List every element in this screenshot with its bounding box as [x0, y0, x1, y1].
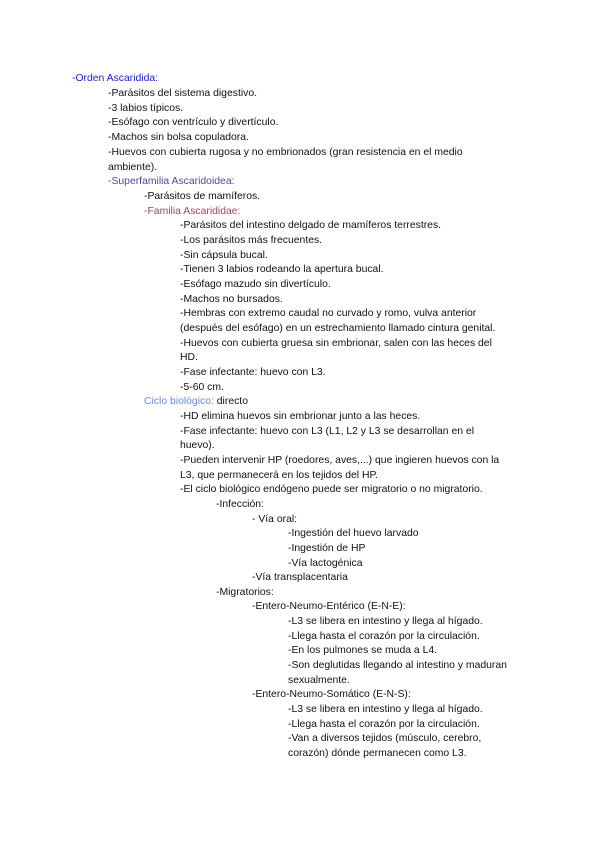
migratorios-heading: -Migratorios:: [216, 587, 274, 598]
familia-item: -Huevos con cubierta gruesa sin embrionar, salen con las heces del: [180, 338, 492, 349]
ciclo-value: directo: [216, 396, 248, 407]
ene-item: -Llega hasta el corazón por la circulación.: [288, 631, 480, 642]
familia-item: -5-60 cm.: [180, 382, 224, 393]
ciclo-heading: [144, 395, 248, 408]
orden-item: -Huevos con cubierta rugosa y no embrionados (gran resistencia en el medio: [108, 147, 463, 158]
ciclo-item-continuation: L3, que permanecerá en los tejidos del HP.: [180, 470, 378, 481]
ene-item-continuation: sexualmente.: [288, 675, 350, 686]
familia-item: -Machos no bursados.: [180, 294, 283, 305]
ens-item: -Van a diversos tejidos (músculo, cerebro,: [288, 733, 482, 744]
ciclo-label: Ciclo biológico:: [144, 396, 214, 407]
ciclo-item: -El ciclo biológico endógeno puede ser migratorio o no migratorio.: [180, 484, 483, 495]
familia-item: -Parásitos del intestino delgado de mamíferos terrestres.: [180, 220, 442, 231]
ens-heading: -Entero-Neumo-Somático (E-N-S):: [252, 689, 411, 700]
orden-item: -3 labios típicos.: [108, 103, 184, 114]
via-oral-heading: - Vía oral:: [252, 514, 298, 525]
familia-item-continuation: HD.: [180, 352, 198, 363]
ene-item: -L3 se libera en intestino y llega al hígado.: [288, 616, 483, 627]
superfamilia-item: -Parásitos de mamíferos.: [144, 191, 261, 202]
familia-heading: -Familia Ascarididae:: [144, 206, 241, 217]
familia-item: -Tienen 3 labios rodeando la apertura bucal.: [180, 264, 384, 275]
ene-item: -En los pulmones se muda a L4.: [288, 645, 438, 656]
familia-item: -Sin cápsula bucal.: [180, 250, 268, 261]
familia-item: -Hembras con extremo caudal no curvado y romo, vulva anterior: [180, 308, 477, 319]
ene-item: -Son deglutidas llegando al intestino y maduran: [288, 660, 507, 671]
orden-item-continuation: ambiente).: [108, 162, 158, 173]
ens-item: -L3 se libera en intestino y llega al hígado.: [288, 704, 483, 715]
ens-item: -Llega hasta el corazón por la circulación.: [288, 719, 480, 730]
familia-item: -Esófago mazudo sin divertículo.: [180, 279, 331, 290]
orden-item: -Machos sin bolsa copuladora.: [108, 132, 249, 143]
orden-item: -Esófago con ventrículo y divertículo.: [108, 117, 279, 128]
ciclo-item-continuation: huevo).: [180, 440, 215, 451]
via-transplacentaria: -Vía transplacentaria: [252, 572, 348, 583]
orden-item: -Parásitos del sistema digestivo.: [108, 88, 257, 99]
via-oral-item: -Vía lactogénica: [288, 558, 363, 569]
via-oral-item: -Ingestión de HP: [288, 543, 366, 554]
ciclo-item: -Fase infectante: huevo con L3 (L1, L2 y L3 se desarrollan en el: [180, 426, 475, 437]
familia-item-continuation: (después del esófago) en un estrechamiento llamado cintura genital.: [180, 323, 496, 334]
via-oral-item: -Ingestión del huevo larvado: [288, 528, 419, 539]
ene-heading: -Entero-Neumo-Entérico (E-N-E):: [252, 601, 406, 612]
infeccion-heading: -Infección:: [216, 499, 264, 510]
familia-item: -Los parásitos más frecuentes.: [180, 235, 323, 246]
familia-item: -Fase infectante: huevo con L3.: [180, 367, 326, 378]
ens-item-continuation: corazón) dónde permanecen como L3.: [288, 748, 467, 759]
ciclo-item: -Pueden intervenir HP (roedores, aves,...) que ingieren huevos con la: [180, 455, 500, 466]
ciclo-item: -HD elimina huevos sin embrionar junto a las heces.: [180, 411, 421, 422]
superfamilia-heading: -Superfamilia Ascaridoidea:: [108, 176, 235, 187]
orden-heading: -Orden Ascaridida:: [72, 73, 159, 84]
